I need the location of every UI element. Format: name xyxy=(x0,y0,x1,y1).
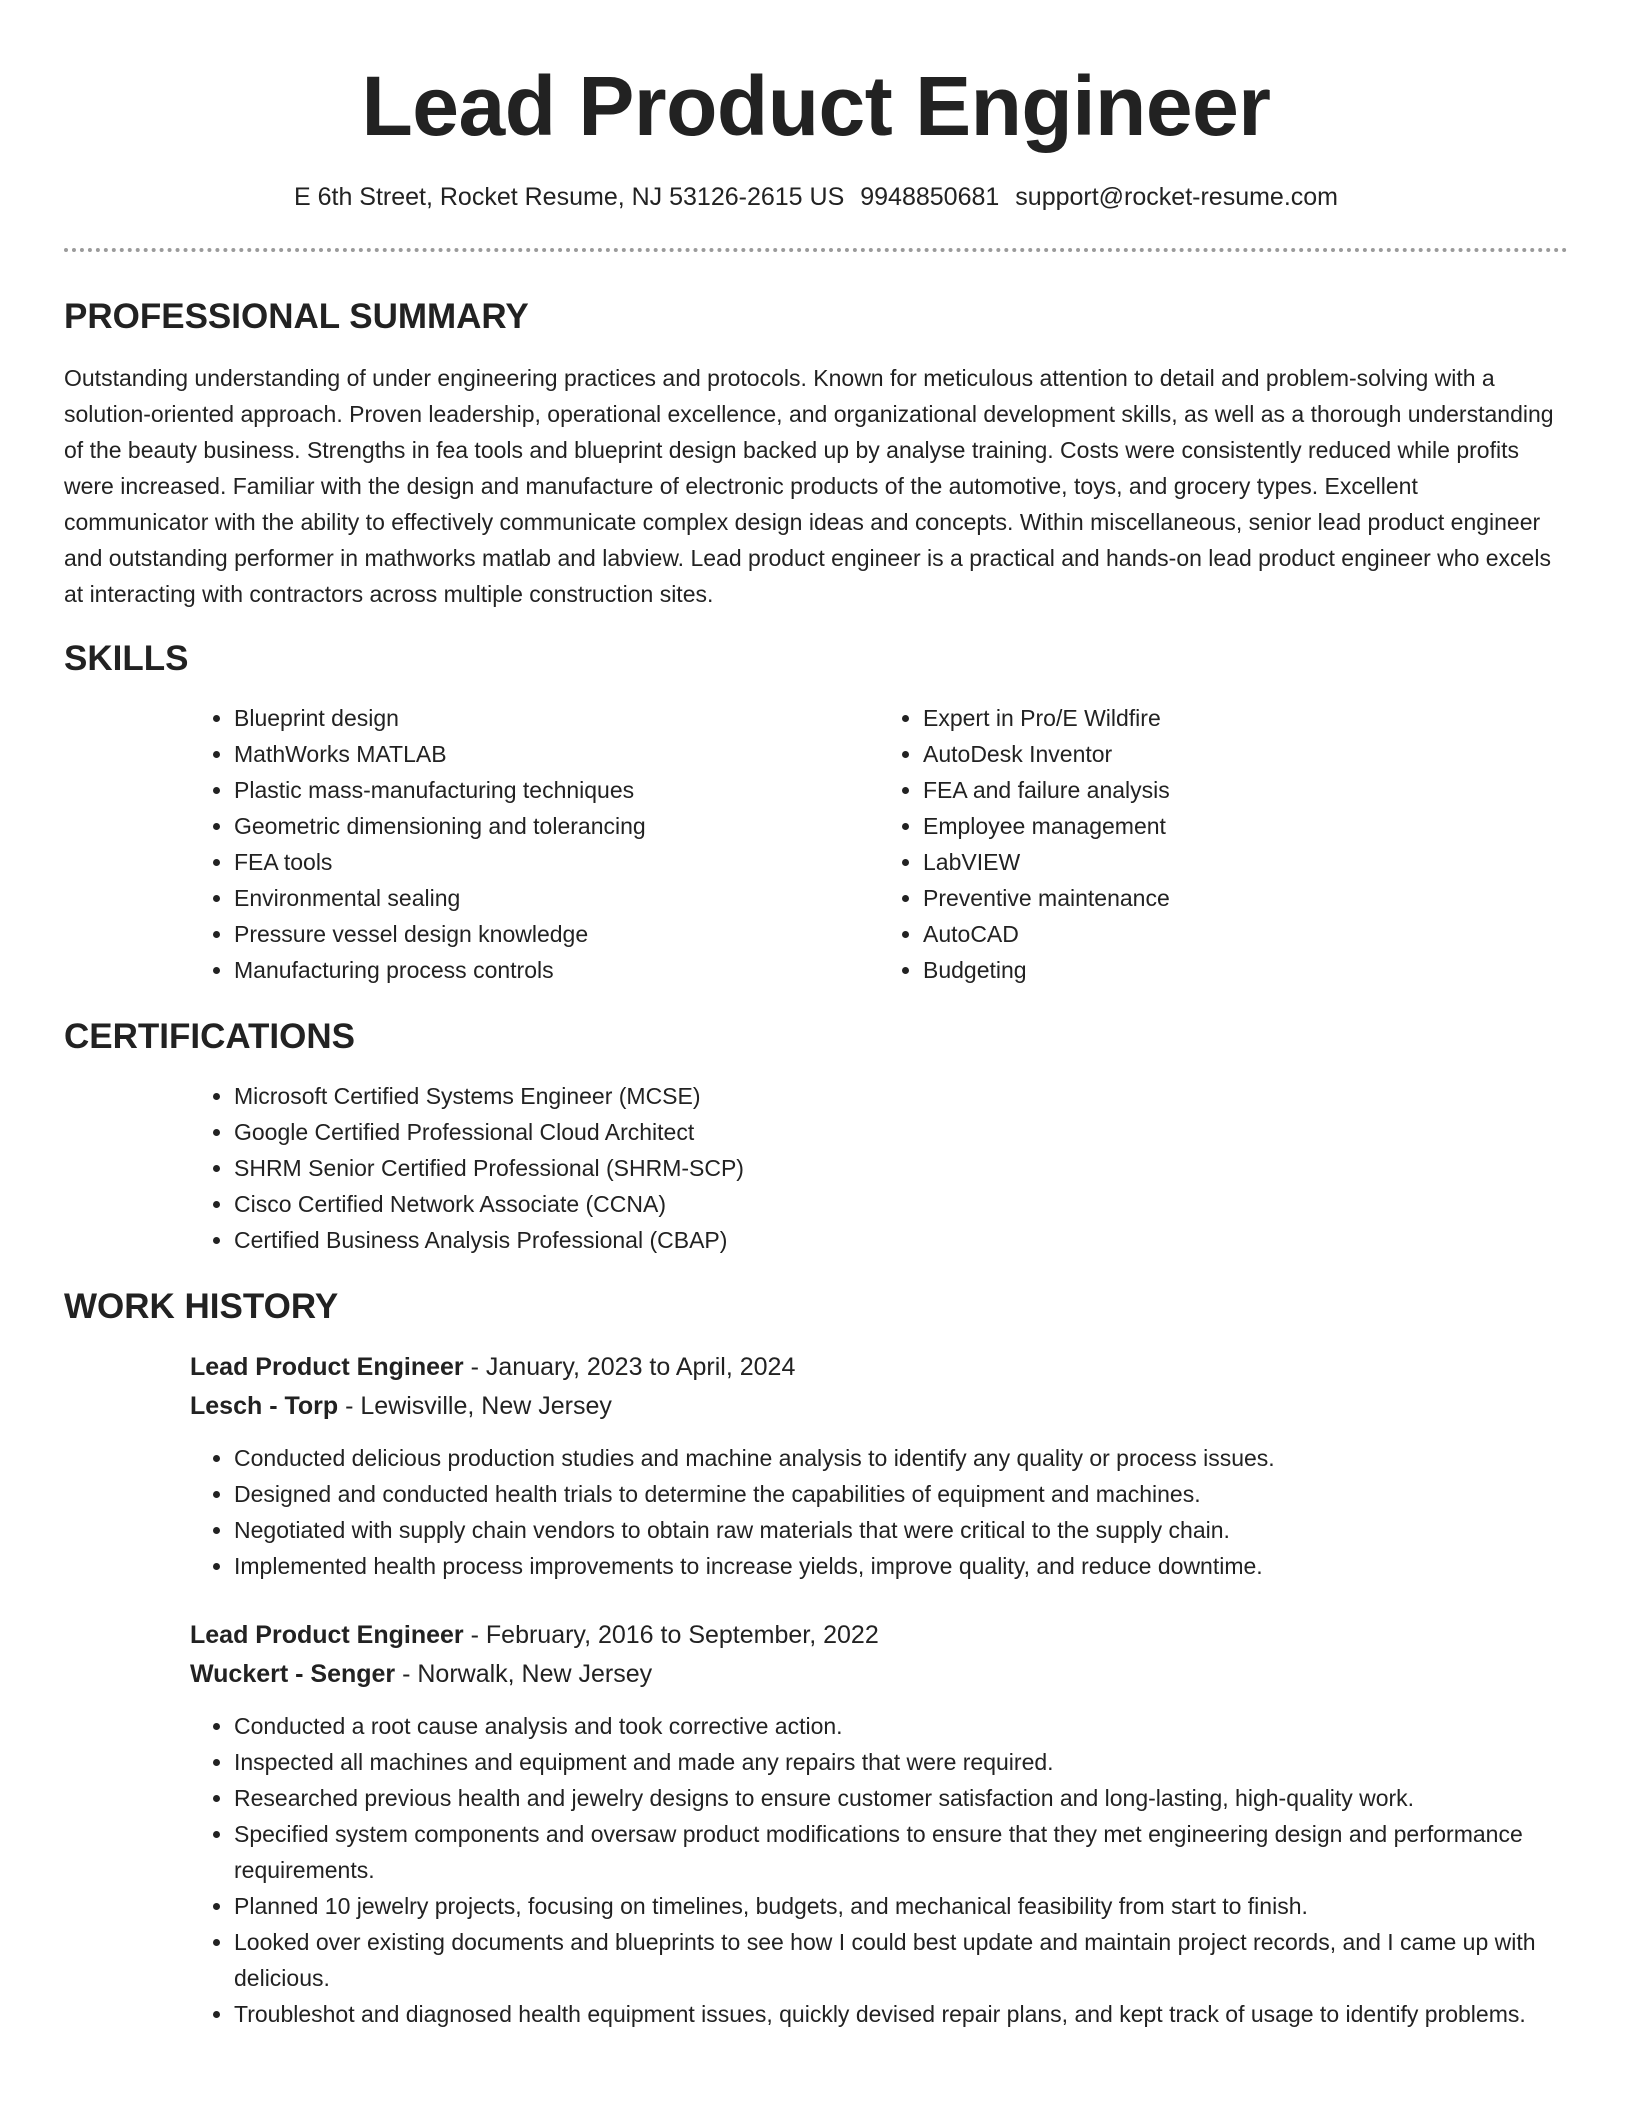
job-bullet: • Designed and conducted health trials to determine the capabilities of equipment and machines. xyxy=(234,1476,1568,1512)
job-bullets xyxy=(190,1708,1568,2032)
skill-item: • FEA and failure analysis xyxy=(923,772,1568,808)
contact-line xyxy=(64,180,1568,214)
job-title-line xyxy=(190,1616,1568,1655)
skill-item: • Geometric dimensioning and tolerancing xyxy=(234,808,879,844)
job-company-line xyxy=(190,1387,1568,1426)
certification-item: • SHRM Senior Certified Professional (SHRM-SCP) xyxy=(234,1150,1568,1186)
job-bullet: • Conducted a root cause analysis and took corrective action. xyxy=(234,1708,1568,1744)
job-dates: - January, 2023 to April, 2024 xyxy=(463,1353,796,1381)
job-entry xyxy=(190,1616,1568,2032)
skill-item: • Employee management xyxy=(923,808,1568,844)
skill-item: • Environmental sealing xyxy=(234,880,879,916)
skill-item: • Blueprint design xyxy=(234,700,879,736)
skill-item: • Pressure vessel design knowledge xyxy=(234,916,879,952)
summary-text: Outstanding understanding of under engineering practices and protocols. Known for meticulous attention to detail and problem-solving with a solution-oriented approach. Proven leadership, operational excellence, and organizational development skills, as well as a thorough understanding of the beauty business. Strengths in fea tools and blueprint design backed up by analyse training. Costs were consistently reduced while profits were increased. Familiar with the design and manufacture of electronic products of the automotive, toys, and grocery types. Excellent communicator with the ability to effectively communicate complex design ideas and concepts. Within miscellaneous, senior lead product engineer and outstanding performer in mathworks matlab and labview. Lead product engineer is a practical and hands-on lead product engineer who excels at interacting with contractors across multiple construction sites. xyxy=(64,365,1554,607)
job-entry xyxy=(190,1348,1568,1584)
job-dates: - February, 2016 to September, 2022 xyxy=(463,1621,879,1649)
contact-address: E 6th Street, Rocket Resume, NJ 53126-2615 US xyxy=(293,183,845,211)
skill-item: • LabVIEW xyxy=(923,844,1568,880)
job-bullet: • Negotiated with supply chain vendors to obtain raw materials that were critical to the supply chain. xyxy=(234,1512,1568,1548)
job-title: Lead Product Engineer xyxy=(190,1621,464,1649)
certifications-list xyxy=(190,1078,1568,1258)
certification-item: • Certified Business Analysis Professional (CBAP) xyxy=(234,1222,1568,1258)
skill-item: • AutoCAD xyxy=(923,916,1568,952)
job-bullet: • Looked over existing documents and blueprints to see how I could best update and maintain project records, and I came up with delicious. xyxy=(234,1924,1568,1996)
contact-email[interactable]: support@rocket-resume.com xyxy=(1015,183,1339,211)
skill-item: • Expert in Pro/E Wildfire xyxy=(923,700,1568,736)
certification-item: • Google Certified Professional Cloud Architect xyxy=(234,1114,1568,1150)
job-title: Lead Product Engineer xyxy=(190,1353,464,1381)
skill-item: • Manufacturing process controls xyxy=(234,952,879,988)
certification-item: • Cisco Certified Network Associate (CCNA) xyxy=(234,1186,1568,1222)
certification-item: • Microsoft Certified Systems Engineer (MCSE) xyxy=(234,1078,1568,1114)
job-bullet: • Inspected all machines and equipment and made any repairs that were required. xyxy=(234,1744,1568,1780)
certifications-block xyxy=(190,1078,1568,1258)
skill-item: • Plastic mass-manufacturing techniques xyxy=(234,772,879,808)
job-company-line xyxy=(190,1655,1568,1694)
job-bullet: • Specified system components and oversaw product modifications to ensure that they met engineering design and performance requirements. xyxy=(234,1816,1568,1888)
job-location: - Lewisville, New Jersey xyxy=(338,1392,612,1420)
job-bullet: • Implemented health process improvements to increase yields, improve quality, and reduce downtime. xyxy=(234,1548,1568,1584)
job-bullet: • Conducted delicious production studies and machine analysis to identify any quality or process issues. xyxy=(234,1440,1568,1476)
job-company: Wuckert - Senger xyxy=(190,1660,396,1688)
skill-item: • MathWorks MATLAB xyxy=(234,736,879,772)
job-bullet: • Planned 10 jewelry projects, focusing on timelines, budgets, and mechanical feasibility from start to finish. xyxy=(234,1888,1568,1924)
job-company: Lesch - Torp xyxy=(190,1392,339,1420)
certifications-heading: CERTIFICATIONS xyxy=(64,1017,356,1056)
skills-list-left xyxy=(190,700,879,988)
header-divider xyxy=(64,248,1568,252)
skills-list-right xyxy=(879,700,1568,988)
contact-phone: 9948850681 xyxy=(860,183,1000,211)
skill-item: • FEA tools xyxy=(234,844,879,880)
skill-item: • Budgeting xyxy=(923,952,1568,988)
job-bullet: • Troubleshot and diagnosed health equipment issues, quickly devised repair plans, and kept track of usage to identify problems. xyxy=(234,1996,1568,2032)
job-title-line xyxy=(190,1348,1568,1387)
resume-title: Lead Product Engineer xyxy=(361,59,1271,153)
job-location: - Norwalk, New Jersey xyxy=(395,1660,653,1688)
job-bullets xyxy=(190,1440,1568,1584)
skills-columns xyxy=(190,700,1568,988)
skills-heading: SKILLS xyxy=(64,639,189,678)
work-history-heading: WORK HISTORY xyxy=(64,1287,339,1326)
skill-item: • AutoDesk Inventor xyxy=(923,736,1568,772)
summary-heading: PROFESSIONAL SUMMARY xyxy=(64,297,529,336)
job-bullet: • Researched previous health and jewelry designs to ensure customer satisfaction and long-lasting, high-quality work. xyxy=(234,1780,1568,1816)
skill-item: • Preventive maintenance xyxy=(923,880,1568,916)
